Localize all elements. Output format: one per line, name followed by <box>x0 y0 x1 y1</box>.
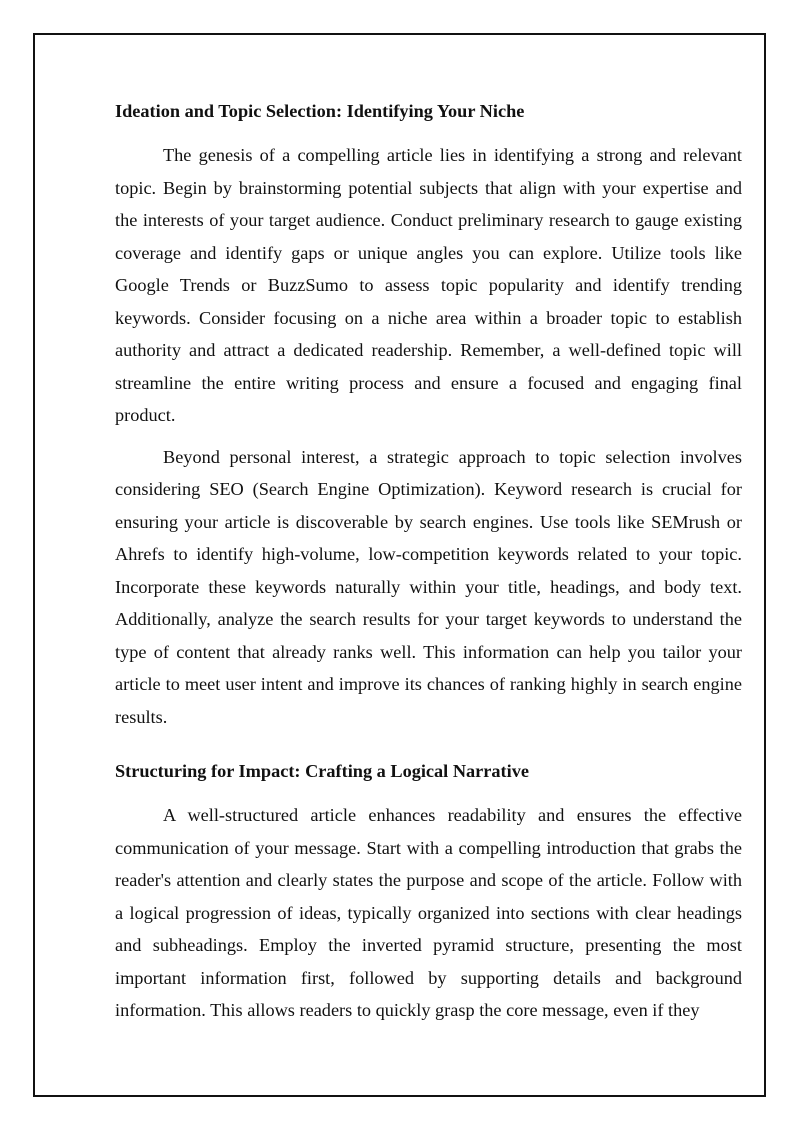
paragraph-article-structure: A well-structured article enhances readability and ensures the effective communication of your message. Start with a compelling introduction that grabs the reader's attention and clearly states the purpose and scope of the article. Follow with a logical progression of ideas, typically organized into sections with clear headings and subheadings. Employ the inverted pyramid structure, presenting the most important information first, followed by supporting details and background information. This allows readers to quickly grasp the core message, even if they <box>115 805 742 1020</box>
section-heading-structuring: Structuring for Impact: Crafting a Logical Narrative <box>115 761 529 781</box>
section-heading-ideation: Ideation and Topic Selection: Identifying Your Niche <box>115 101 525 121</box>
document-body <box>115 98 742 1027</box>
paragraph-seo-strategy: Beyond personal interest, a strategic approach to topic selection involves considering SEO (Search Engine Optimization). Keyword research is crucial for ensuring your article is discoverable by search engines. Use tools like SEMrush or Ahrefs to identify high-volume, low-competition keywords related to your topic. Incorporate these keywords naturally within your title, headings, and body text. Additionally, analyze the search results for your target keywords to understand the type of content that already ranks well. This information can help you tailor your article to meet user intent and improve its chances of ranking highly in search engine results. <box>115 446 742 727</box>
paragraph-topic-genesis: The genesis of a compelling article lies in identifying a strong and relevant topic. Begin by brainstorming potential subjects that align with your expertise and the interests of your target audience. Conduct preliminary research to gauge existing coverage and identify gaps or unique angles you can explore. Utilize tools like Google Trends or BuzzSumo to assess topic popularity and identify trending keywords. Consider focusing on a niche area within a broader topic to establish authority and attract a dedicated readership. Remember, a well-defined topic will streamline the entire writing process and ensure a focused and engaging final product. <box>115 145 742 425</box>
